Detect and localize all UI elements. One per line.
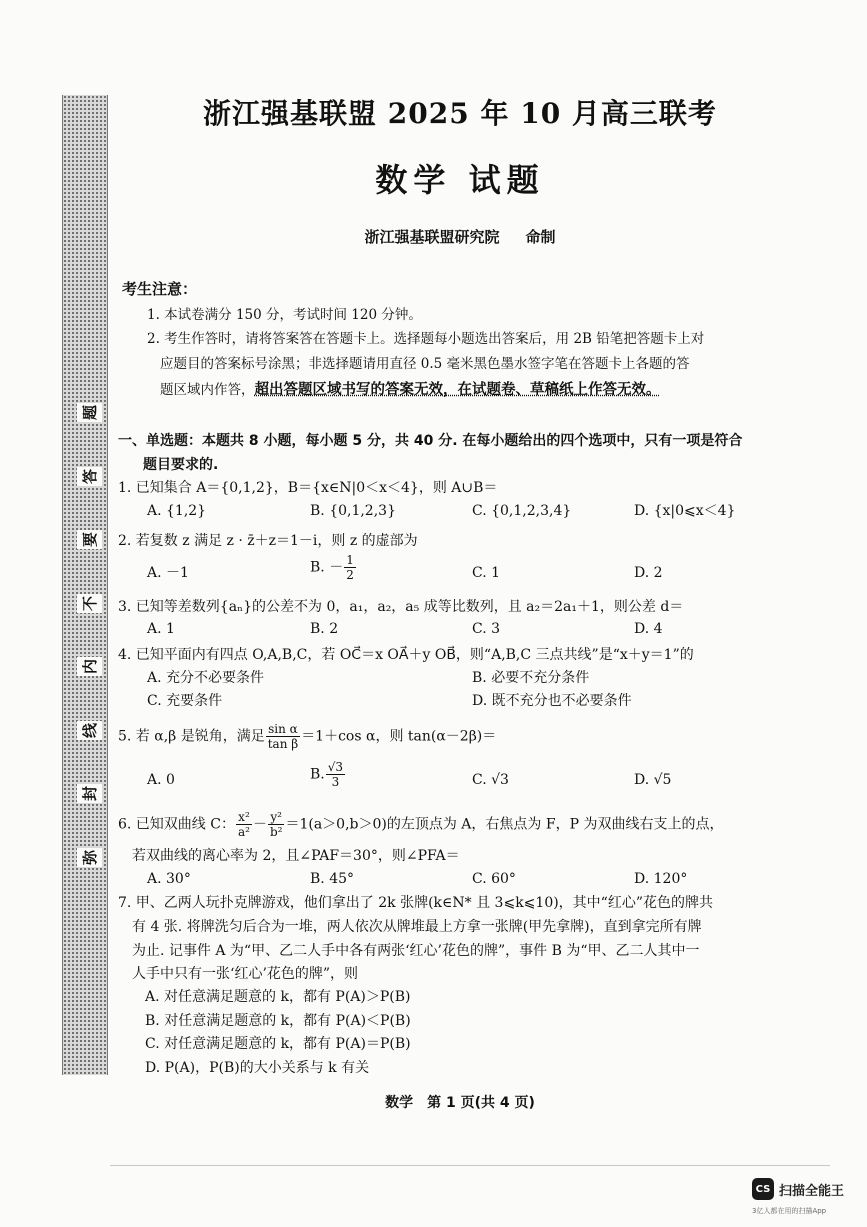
- question-5-option-d: D. √5: [634, 772, 672, 788]
- note-1: 1. 本试卷满分 150 分，考试时间 120 分钟。: [147, 307, 422, 323]
- fraction: $\frac{\text{x²}}{\text{a²}}$: [237, 810, 250, 839]
- question-7-stem-line-3: 为止. 记事件 A 为“甲、乙二人手中各有两张‘红心’花色的牌”，事件 B 为“甲、乙二人其中一: [132, 943, 700, 959]
- question-4-option-d: D. 既不充分也不必要条件: [472, 693, 632, 709]
- fraction: $\frac{√3}{3}$: [327, 760, 344, 789]
- fraction: $\frac{\text{sin α}}{\text{tan β}}$: [267, 722, 299, 751]
- section-heading-line-2: 题目要求的.: [143, 457, 219, 473]
- exam-title: 浙江强基联盟 2025 年 10 月高三联考: [203, 97, 717, 130]
- author-role: 命制: [525, 228, 556, 246]
- question-6-stem: 6. 已知双曲线 C： $\frac{\text{x²}}{\text{a²}}$ － $\frac{\text{y²}}{\text{b²}}$ ＝1(a＞0,b＞0)的左顶点为 A，右焦点为 F，P 为双曲线右支上的点，: [118, 810, 724, 839]
- author-line: [120, 226, 800, 247]
- question-3-option-d: D. 4: [634, 621, 663, 637]
- note-2-line-2: 应题目的答案标号涂黑；非选择题请用直径 0.5 毫米黑色墨水签字笔在答题卡上各题的答: [160, 356, 690, 372]
- question-7-stem-line-1: 7. 甲、乙两人玩扑克牌游戏，他们拿出了 2k 张牌(k∈N* 且 3⩽k⩽10)，其中“红心”花色的牌共: [118, 895, 713, 911]
- watermark-name: 扫描全能王: [779, 1183, 845, 1199]
- strip-char: 要: [77, 530, 102, 549]
- question-2-stem: 2. 若复数 z 满足 z · z̄＋z＝1－i，则 z 的虚部为: [118, 533, 418, 549]
- question-5-option-b: B. $\frac{√3}{3}$: [310, 760, 344, 789]
- question-3-option-c: C. 3: [472, 621, 501, 637]
- notes-heading: 考生注意：: [122, 280, 198, 298]
- page-footer: 数学 第 1 页(共 4 页): [385, 1095, 535, 1111]
- question-7-stem-line-2: 有 4 张. 将牌洗匀后合为一堆，两人依次从牌堆最上方拿一张牌(甲先拿牌)，直到拿完所有牌: [132, 919, 702, 935]
- question-5-stem: 5. 若 α,β 是锐角，满足 $\frac{\text{sin α}}{\text{tan β}}$ ＝1＋cos α，则 tan(α－2β)＝: [118, 722, 497, 751]
- question-4-option-a: A. 充分不必要条件: [147, 670, 265, 686]
- section-heading-line-1: 一、单选题：本题共 8 小题，每小题 5 分，共 40 分. 在每小题给出的四个选项中，只有一项是符合: [118, 433, 743, 449]
- question-6-stem-line-2: 若双曲线的离心率为 2，且∠PAF＝30°，则∠PFA＝: [132, 848, 460, 864]
- question-6-option-b: B. 45°: [310, 871, 355, 887]
- strip-char: 题: [77, 403, 102, 422]
- question-2-option-d: D. 2: [634, 565, 663, 581]
- question-4-option-c: C. 充要条件: [147, 693, 223, 709]
- question-1-option-d: D. {x|0⩽x＜4}: [634, 503, 736, 519]
- camscanner-logo-icon: CS: [752, 1178, 774, 1200]
- question-7-option-c: C. 对任意满足题意的 k，都有 P(A)＝P(B): [145, 1036, 411, 1052]
- note-2-text: 题区域内作答，: [160, 382, 255, 398]
- question-2-option-a: A. －1: [147, 565, 189, 581]
- question-7-option-d: D. P(A)，P(B)的大小关系与 k 有关: [145, 1060, 370, 1076]
- author-org: 浙江强基联盟研究院: [364, 228, 500, 246]
- question-6-option-c: C. 60°: [472, 871, 516, 887]
- strip-char: 线: [77, 721, 102, 740]
- question-6-option-d: D. 120°: [634, 871, 688, 887]
- note-2-line-3: [160, 378, 800, 402]
- question-1-option-b: B. {0,1,2,3}: [310, 503, 396, 519]
- question-7-option-a: A. 对任意满足题意的 k，都有 P(A)＞P(B): [145, 989, 411, 1005]
- strip-char: 封: [77, 784, 102, 803]
- scanner-watermark: [752, 1178, 844, 1200]
- question-4-option-b: B. 必要不充分条件: [472, 670, 590, 686]
- question-3-option-b: B. 2: [310, 621, 339, 637]
- exam-subtitle: 数学 试题: [375, 161, 545, 199]
- question-5-option-a: A. 0: [147, 772, 175, 788]
- question-7-option-b: B. 对任意满足题意的 k，都有 P(A)＜P(B): [145, 1013, 411, 1029]
- strip-char: 弥: [77, 848, 102, 867]
- question-3-stem: 3. 已知等差数列{aₙ}的公差不为 0，a₁，a₂，a₅ 成等比数列，且 a₂＝2a₁＋1，则公差 d＝: [118, 599, 684, 615]
- question-4-stem: 4. 已知平面内有四点 O,A,B,C，若 OC⃗＝x OA⃗＋y OB⃗，则“A,B,C 三点共线”是“x＋y＝1”的: [118, 647, 694, 663]
- question-1-option-a: A. {1,2}: [147, 503, 207, 519]
- question-7-stem-line-4: 人手中只有一张‘红心’花色的牌”，则: [132, 966, 359, 982]
- question-6-option-a: A. 30°: [147, 871, 191, 887]
- strip-char: 内: [77, 657, 102, 676]
- question-1-stem: 1. 已知集合 A＝{0,1,2}，B＝{x∈N|0＜x＜4}，则 A∪B＝: [118, 480, 498, 496]
- question-2-option-b: B. － $\frac{1}{2}$: [310, 553, 354, 582]
- question-5-option-c: C. √3: [472, 772, 509, 788]
- strip-char: 不: [77, 594, 102, 613]
- question-2-option-c: C. 1: [472, 565, 501, 581]
- note-2-emphasis: 超出答题区域书写的答案无效，在试题卷、草稿纸上作答无效。: [254, 382, 661, 398]
- fraction: $\frac{1}{2}$: [346, 553, 354, 582]
- question-1-option-c: C. {0,1,2,3,4}: [472, 503, 572, 519]
- watermark-tagline: 3亿人都在用的扫描App: [752, 1207, 827, 1215]
- question-3-option-a: A. 1: [147, 621, 175, 637]
- note-2-line-1: 2. 考生作答时，请将答案答在答题卡上。选择题每小题选出答案后，用 2B 铅笔把答题卡上对: [147, 331, 705, 347]
- binding-strip-text: [78, 400, 102, 870]
- divider: [110, 1165, 830, 1166]
- fraction: $\frac{\text{y²}}{\text{b²}}$: [269, 810, 283, 839]
- strip-char: 答: [77, 467, 102, 486]
